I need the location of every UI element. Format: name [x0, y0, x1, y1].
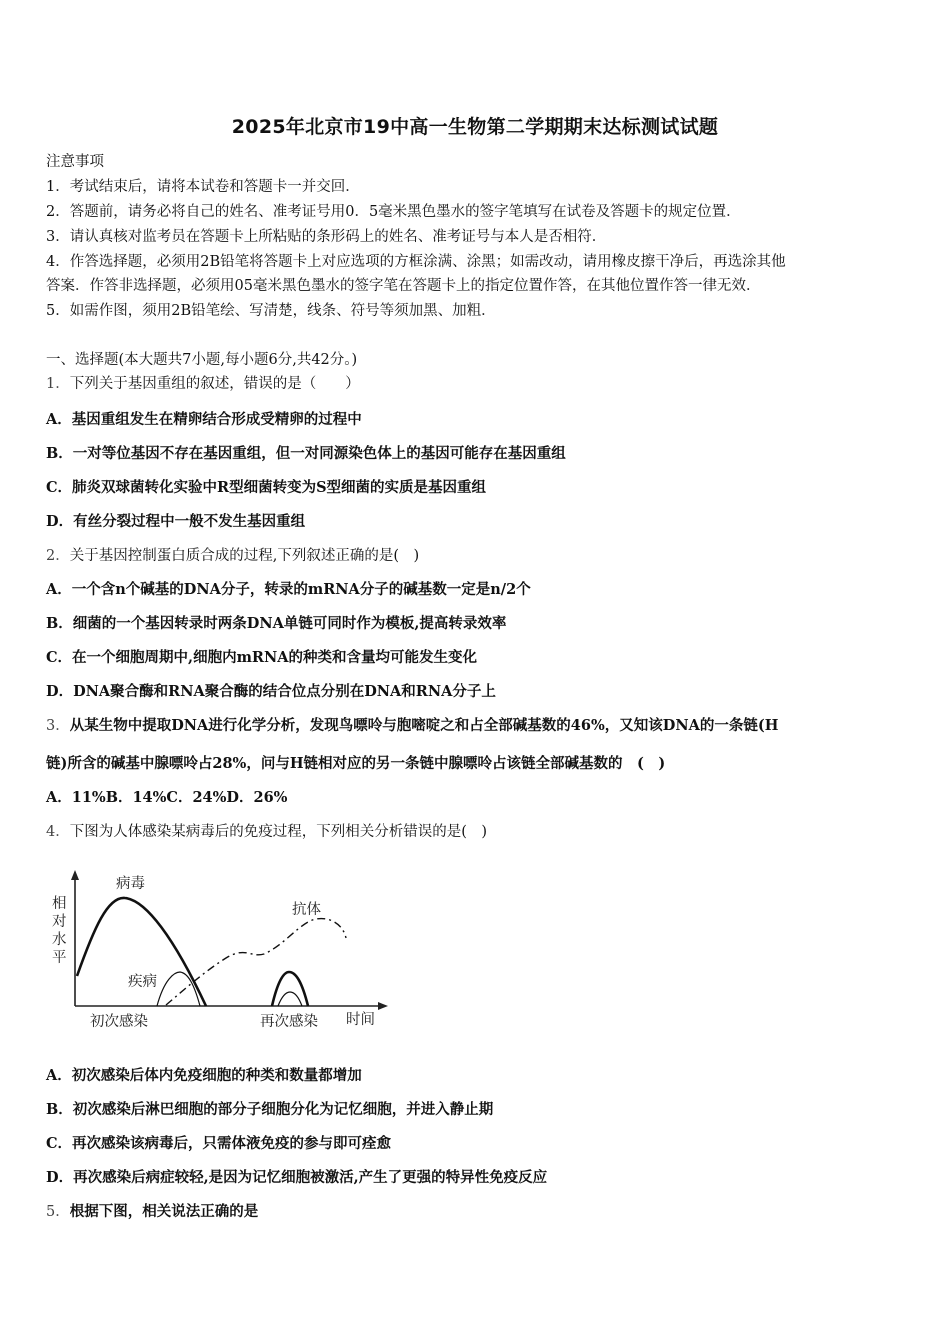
y-axis-label-char: 对 [52, 914, 67, 930]
notice-item: 4．作答选择题，必须用2B铅笔将答题卡上对应选项的方框涂满、涂黑；如需改动，请用橡皮擦干净后，再选涂其他 [46, 254, 786, 270]
question-stem: 关于基因控制蛋白质合成的过程,下列叙述正确的是( ) [69, 548, 420, 564]
question-stem-continued: 链)所含的碱基中腺嘌呤占28%，问与H链相对应的另一条链中腺嘌呤占该链全部碱基数的 ( ) [46, 755, 666, 772]
q1-option-c: C．肺炎双球菌转化实验中R型细菌转变为S型细菌的实质是基因重组 [46, 479, 487, 496]
antibody-label: 抗体 [292, 902, 321, 918]
section-heading: 一、选择题(本大题共7小题,每小题6分,共42分。) [46, 352, 358, 368]
immune-response-figure [46, 868, 406, 1043]
question-stem: 根据下图，相关说法正确的是 [69, 1203, 259, 1220]
q2-option-c: C．在一个细胞周期中,细胞内mRNA的种类和含量均可能发生变化 [46, 649, 477, 666]
q2-option-d: D．DNA聚合酶和RNA聚合酶的结合位点分别在DNA和RNA分子上 [46, 683, 496, 700]
x-axis-arrow [378, 1002, 388, 1010]
q1-option-b: B．一对等位基因不存在基因重组，但一对同源染色体上的基因可能存在基因重组 [46, 445, 566, 462]
q4-option-d: D．再次感染后病症较轻,是因为记忆细胞被激活,产生了更强的特异性免疫反应 [46, 1169, 548, 1186]
virus-curve-second [272, 972, 308, 1006]
question-4 [46, 822, 487, 842]
y-axis-arrow [71, 870, 79, 880]
antibody-curve [166, 919, 346, 1005]
q4-option-a: A．初次感染后体内免疫细胞的种类和数量都增加 [46, 1067, 362, 1084]
question-number: 5． [46, 1204, 70, 1220]
disease-curve-second [278, 992, 302, 1006]
disease-label: 疾病 [128, 974, 157, 990]
q2-option-a: A．一个含n个碱基的DNA分子，转录的mRNA分子的碱基数一定是n/2个 [46, 581, 531, 598]
notice-heading: 注意事项 [46, 154, 104, 170]
disease-curve-first [157, 972, 200, 1006]
y-axis-label-char: 相 [52, 896, 67, 912]
question-stem: 从某生物中提取DNA进行化学分析，发现鸟嘌呤与胞嘧啶之和占全部碱基数的46%，又知该DNA的一条链(H [69, 717, 779, 734]
y-axis-label-char: 平 [52, 950, 67, 966]
immune-response-chart [46, 868, 406, 1043]
notice-item: 3．请认真核对监考员在答题卡上所粘贴的条形码上的姓名、准考证号与本人是否相符． [46, 229, 607, 245]
page-title: 2025年北京市19中高一生物第二学期期末达标测试试题 [231, 116, 719, 138]
notice-item: 5．如需作图，须用2B铅笔绘、写清楚，线条、符号等须加黑、加粗． [46, 303, 496, 319]
question-stem: 下图为人体感染某病毒后的免疫过程，下列相关分析错误的是( ) [69, 824, 488, 840]
virus-label: 病毒 [116, 876, 145, 892]
q4-option-c: C．再次感染该病毒后，只需体液免疫的参与即可痊愈 [46, 1135, 392, 1152]
notice-item: 答案．作答非选择题，必须用05毫米黑色墨水的签字笔在答题卡上的指定位置作答，在其他位置作答一律无效． [46, 278, 761, 294]
q2-option-b: B．细菌的一个基因转录时两条DNA单链可同时作为模板,提高转录效率 [46, 615, 507, 632]
question-number: 2． [46, 548, 70, 564]
y-axis-label-char: 水 [52, 932, 67, 948]
q1-option-d: D．有丝分裂过程中一般不发生基因重组 [46, 513, 306, 530]
question-2 [46, 546, 419, 566]
notice-item: 2．答题前，请务必将自己的姓名、准考证号用0．5毫米黑色墨水的签字笔填写在试卷及答题卡的规定位置． [46, 204, 741, 220]
question-number: 1． [46, 376, 70, 392]
first-infection-label: 初次感染 [90, 1014, 148, 1030]
question-5 [46, 1202, 258, 1222]
time-label: 时间 [346, 1012, 375, 1028]
q4-option-b: B．初次感染后淋巴细胞的部分子细胞分化为记忆细胞，并进入静止期 [46, 1101, 494, 1118]
question-stem: 下列关于基因重组的叙述，错误的是（ ） [69, 376, 360, 392]
question-number: 4． [46, 824, 70, 840]
second-infection-label: 再次感染 [260, 1014, 318, 1030]
q3-options: A．11%B．14%C．24%D．26% [46, 789, 288, 806]
notice-item: 1．考试结束后，请将本试卷和答题卡一并交回． [46, 179, 360, 195]
question-3 [46, 716, 778, 736]
question-number: 3． [46, 718, 70, 734]
question-1 [46, 374, 360, 394]
q1-option-a: A．基因重组发生在精卵结合形成受精卵的过程中 [46, 411, 362, 428]
